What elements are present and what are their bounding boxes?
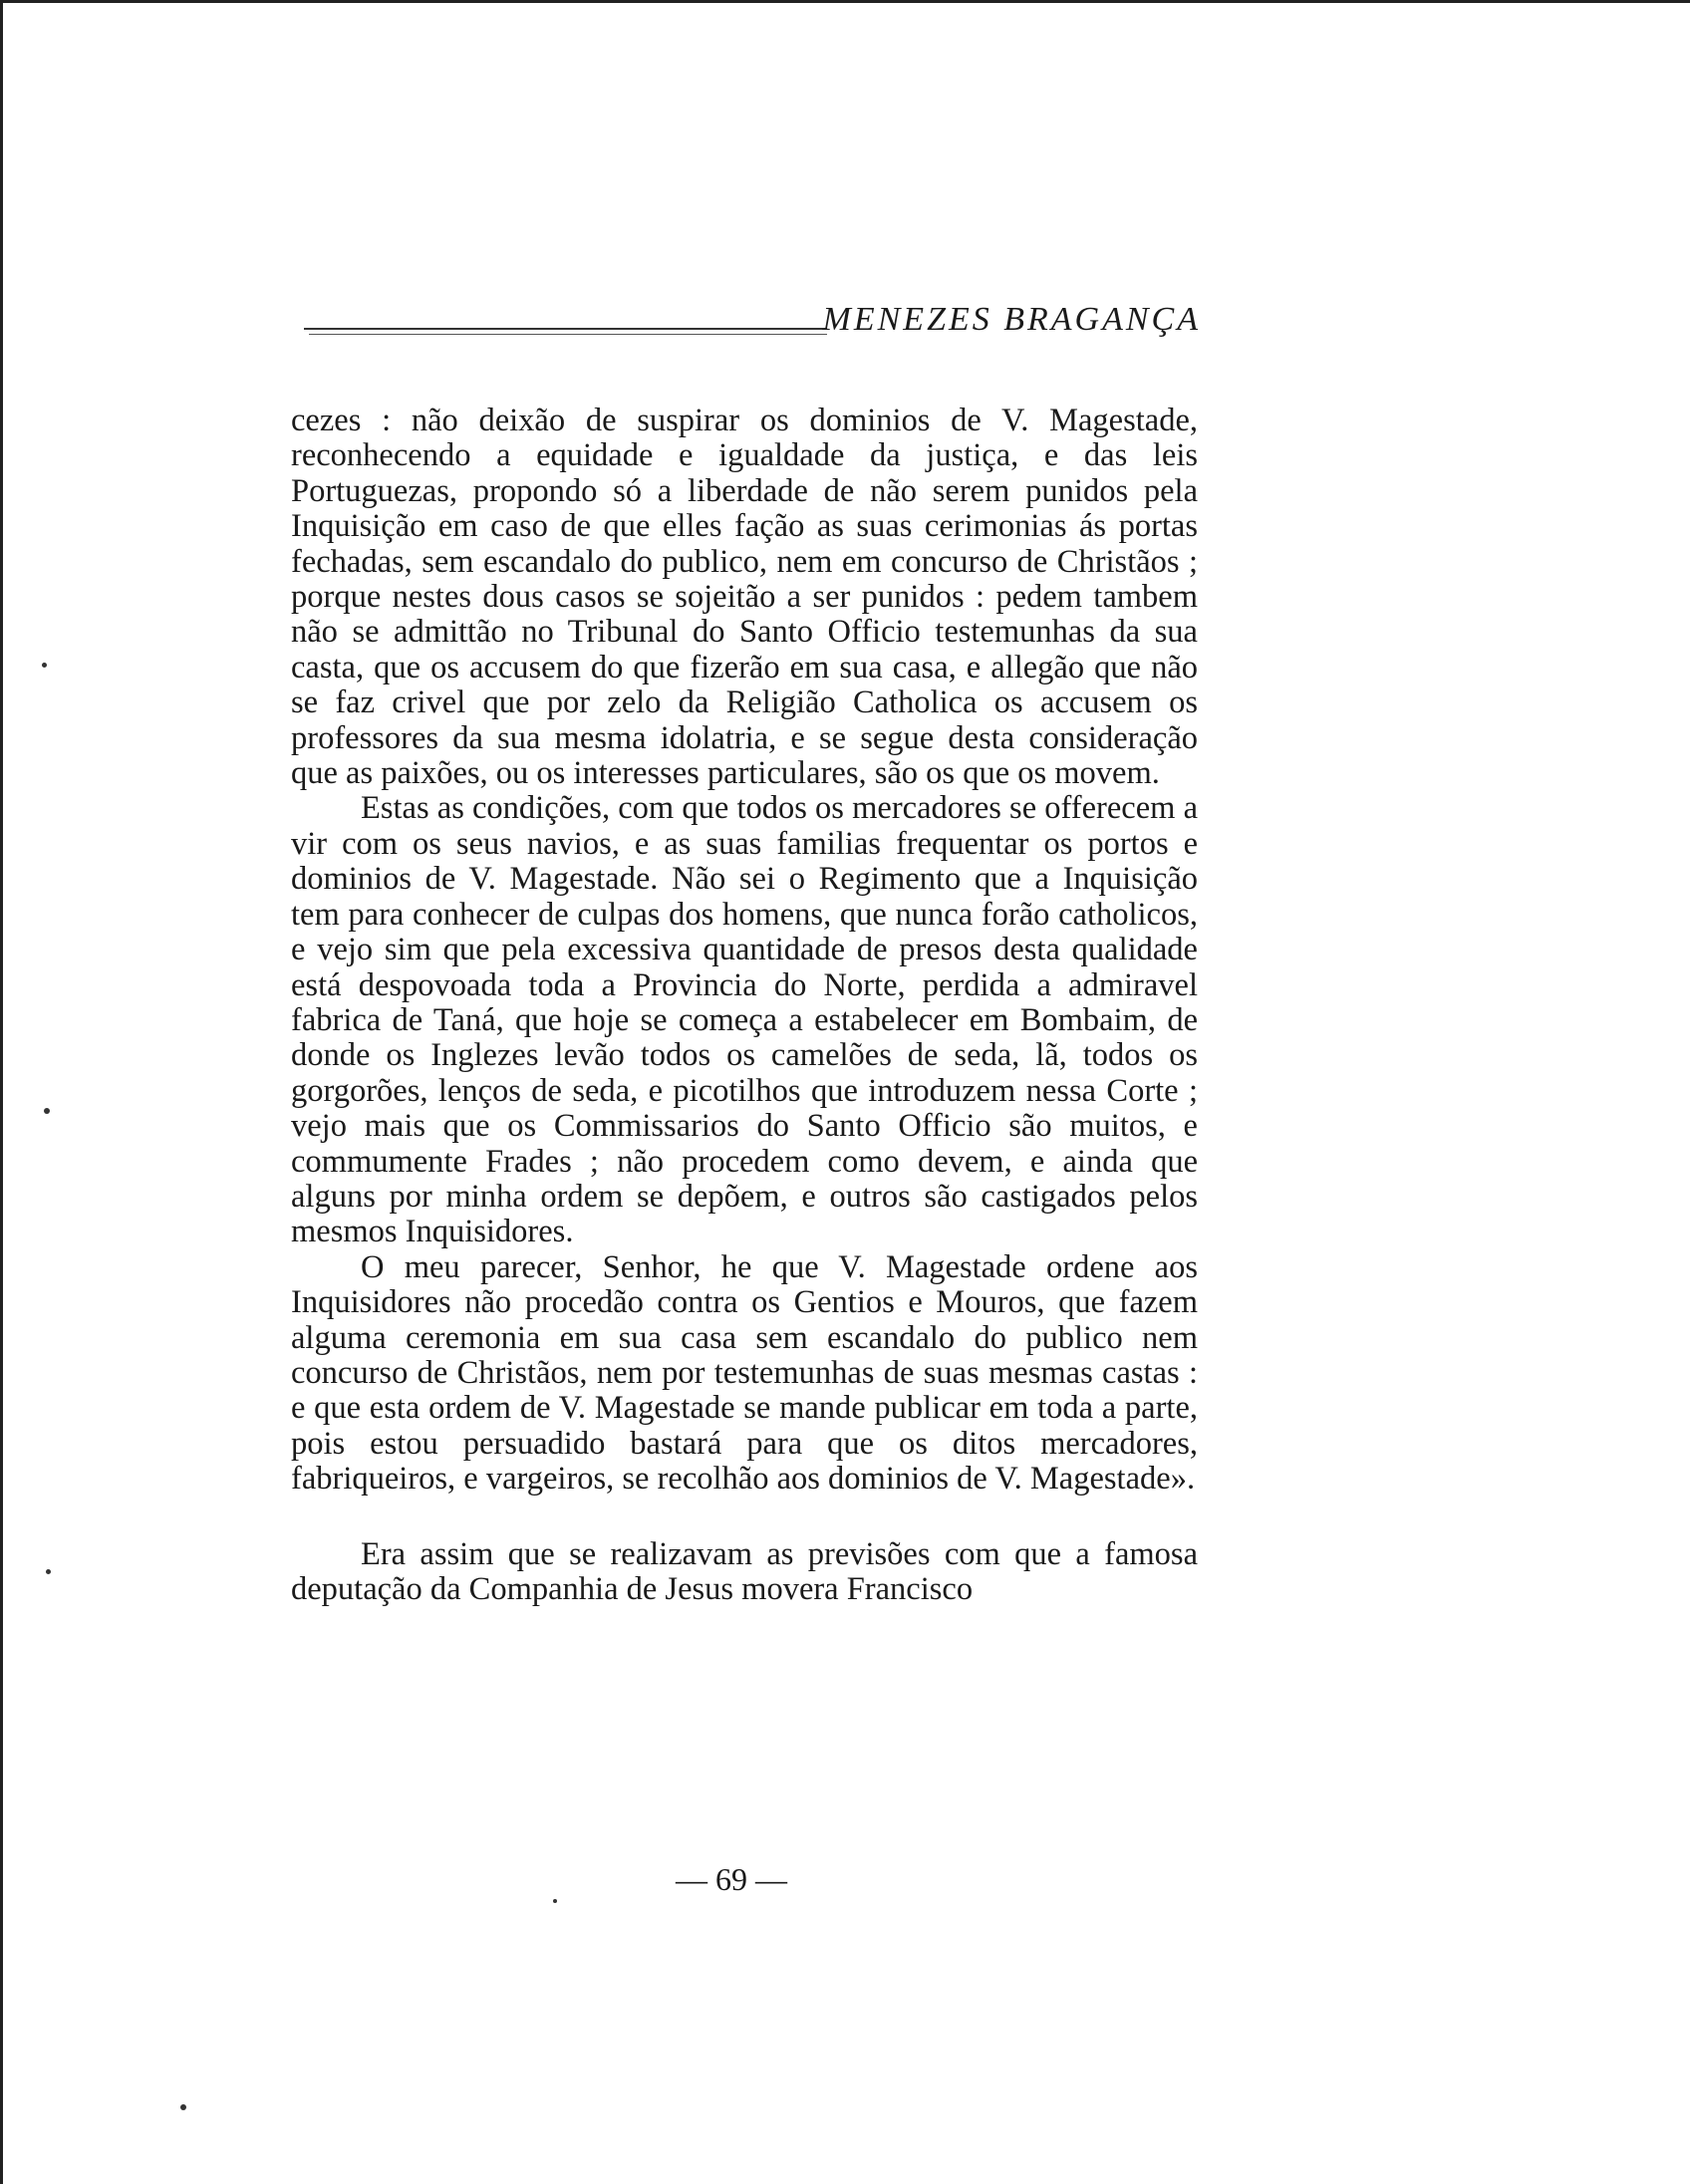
scan-speck — [42, 663, 47, 668]
paragraph-narrative: Era assim que se realizavam as previsões com que a famosa deputação da Companhia de Jesus movera Francisco — [291, 1535, 1198, 1607]
scan-speck — [46, 1569, 51, 1574]
scan-speck — [180, 2104, 186, 2110]
scan-border-top — [0, 0, 1690, 3]
paragraph-opinion: O meu parecer, Senhor, he que V. Magestade ordene aos Inquisidores não procedão contra os Gentios e Mouros, que fazem alguma ceremonia em sua casa sem escandalo do publico nem concurso de Christãos, nem por testemunhas de suas mesmas castas : e que esta ordem de V. Magestade se mande publicar em toda a parte, pois estou persuadido bastará para que os ditos mercadores, fabriqueiros, e vargeiros, se recolhão aos dominios de V. Magestade». — [291, 1248, 1198, 1498]
running-header — [299, 301, 1201, 361]
header-rule-secondary — [309, 334, 827, 335]
scan-border-left — [0, 0, 3, 2184]
page-number: — 69 — — [676, 1861, 787, 1897]
paragraph-conditions: Estas as condições, com que todos os mercadores se offerecem a vir com os seus navios, e as suas familias frequentar os portos e dominios de V. Magestade. Não sei o Regimento que a Inquisição tem para conhecer de culpas dos homens, que nunca forão catholicos, e vejo sim que pela excessiva quantidade de presos desta qualidade está despovoada toda a Provincia do Norte, perdida a admiravel fabrica de Taná, que hoje se começa a estabelecer em Bombaim, de donde os Inglezes levão todos os camelões de seda, lã, todos os gorgorões, lenços de seda, e picotilhos que introduzem nessa Corte ; vejo mais que os Commissarios do Santo Officio são muitos, e commumente Frades ; não procedem como devem, e ainda que alguns por minha ordem se depõem, e outros são castigados pelos mesmos Inquisidores. — [291, 790, 1198, 1250]
running-title: MENEZES BRAGANÇA — [822, 301, 1201, 338]
paragraph-continuation: cezes : não deixão de suspirar os dominios de V. Magestade, reconhecendo a equidade e igualdade da justiça, e das leis Portuguezas, propondo só a liberdade de não serem punidos pela Inquisição em caso de que elles fação as suas cerimonias ás portas fechadas, sem escandalo do publico, nem em concurso de Christãos ; porque nestes dous casos se sojeitão a ser punidos : pedem tambem não se admittão no Tribunal do Santo Officio testemunhas da sua casta, que os accusem do que fizerão em sua casa, e allegão que não se faz crivel que por zelo da Religião Catholica os accusem os professores da sua mesma idolatria, e se segue desta consideração que as paixões, ou os interesses particulares, são os que os movem. — [291, 403, 1198, 792]
scan-speck — [44, 1108, 50, 1114]
body-text — [291, 404, 1198, 1607]
header-rule — [304, 328, 827, 330]
scan-speck — [553, 1899, 557, 1903]
